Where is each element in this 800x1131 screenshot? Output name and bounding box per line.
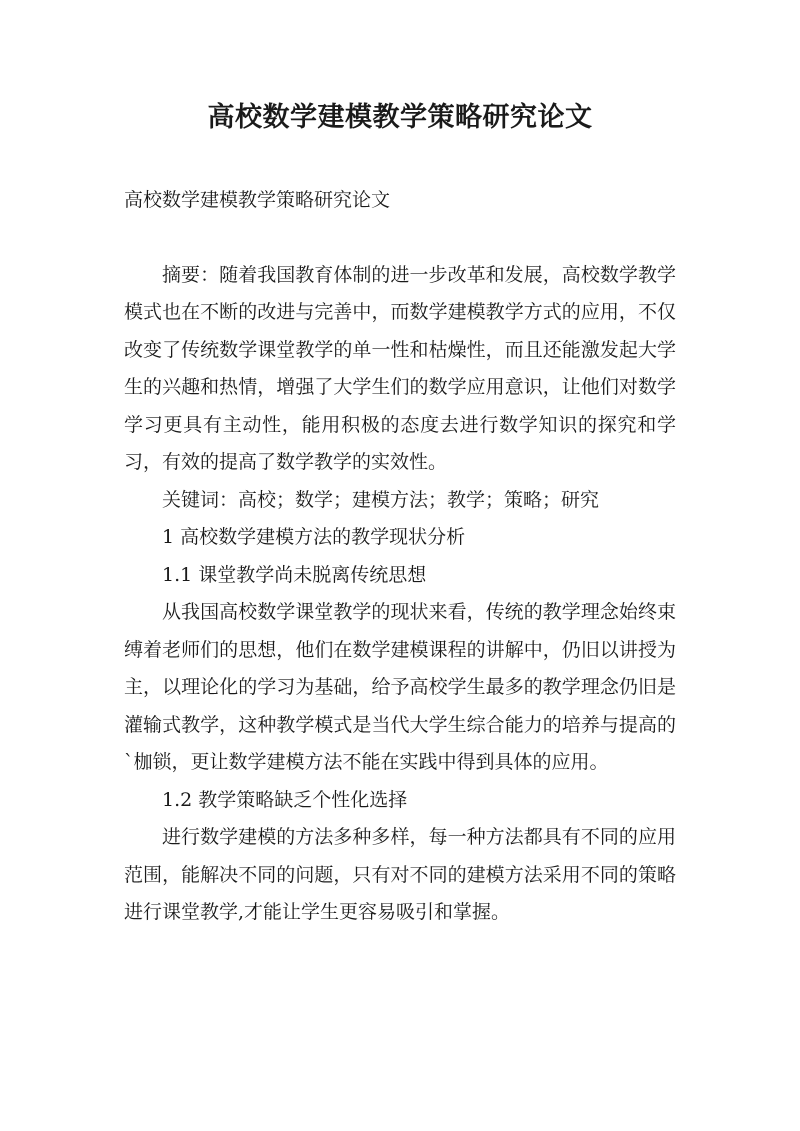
section-1-1-paragraph: 从我国高校数学课堂教学的现状来看，传统的教学理念始终束缚着老师们的思想，他们在数学建模课程的讲解中，仍旧以讲授为主，以理论化的学习为基础，给予高校学生最多的教学理念仍旧是灌输式教学，这种教学模式是当代大学生综合能力的培养与提高的`枷锁，更让数学建模方法不能在实践中得到具体的应用。 (124, 601, 676, 773)
section-1-2-paragraph: 进行数学建模的方法多种多样，每一种方法都具有不同的应用范围，能解决不同的问题，只有对不同的建模方法采用不同的策略进行课堂教学,才能让学生更容易吸引和掌握。 (124, 826, 676, 923)
keywords-line: 关键词：高校；数学；建模方法；教学；策略；研究 (162, 488, 600, 511)
section-1-heading: 1 高校数学建模方法的教学现状分析 (162, 526, 466, 548)
abstract-paragraph: 摘要：随着我国教育体制的进一步改革和发展，高校数学教学模式也在不断的改进与完善中，而数学建模教学方式的应用，不仅改变了传统数学课堂教学的单一性和枯燥性，而且还能激发起大学生的兴趣和热情，增强了大学生们的数学应用意识，让他们对数学学习更具有主动性，能用积极的态度去进行数学知识的探究和学习，有效的提高了数学教学的实效性。 (124, 263, 676, 473)
document-subtitle: 高校数学建模教学策略研究论文 (124, 189, 391, 211)
document-body (124, 182, 676, 932)
section-1-1-heading: 1.1 课堂教学尚未脱离传统思想 (162, 563, 427, 586)
section-1-2-heading: 1.2 教学策略缺乏个性化选择 (162, 788, 408, 811)
document-title: 高校数学建模教学策略研究论文 (207, 102, 593, 133)
